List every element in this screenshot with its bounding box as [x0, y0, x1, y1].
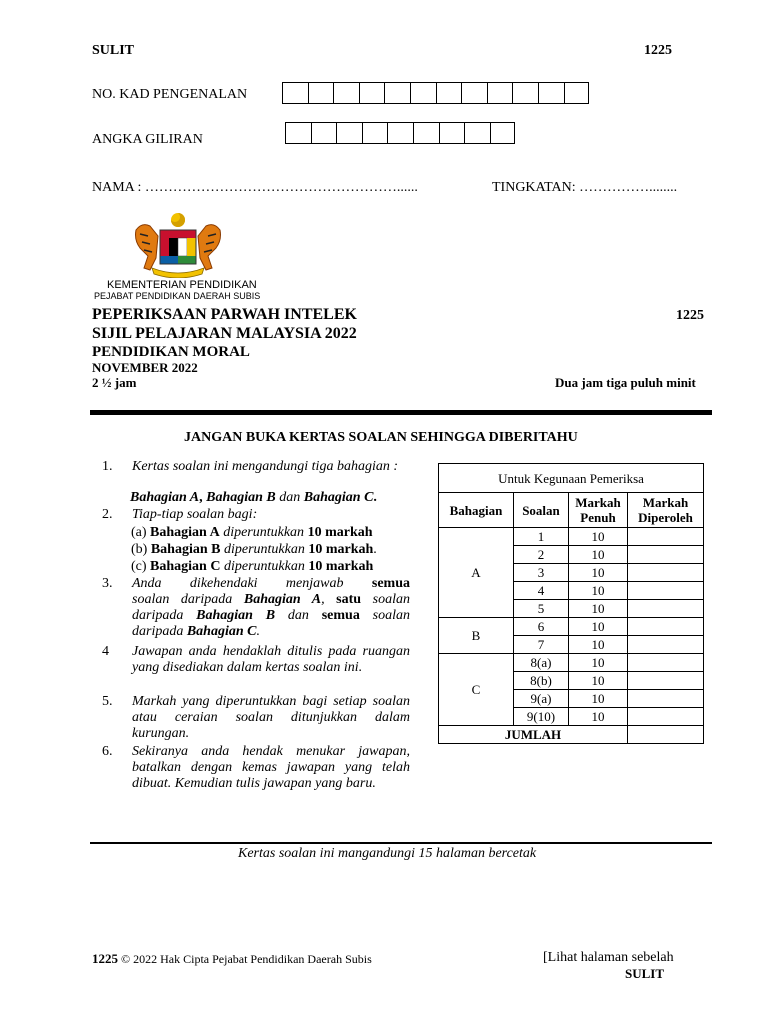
coat-of-arms-icon — [130, 212, 226, 278]
giliran-digit-box[interactable] — [490, 122, 516, 144]
ic-digit-box[interactable] — [282, 82, 308, 104]
exam-month: NOVEMBER 2022 — [92, 360, 198, 375]
instruction-4: Jawapan anda hendaklah ditulis pada ruangan yang disediakan dalam kertas soalan ini. — [132, 644, 410, 675]
question-number: 9(a) — [514, 690, 569, 708]
crest-shield — [160, 230, 196, 264]
table-row — [439, 618, 704, 636]
ic-digit-box[interactable] — [487, 82, 513, 104]
marks-obtained-cell[interactable] — [628, 672, 704, 690]
question-number: 3 — [514, 564, 569, 582]
giliran-number-boxes[interactable] — [285, 122, 515, 144]
question-number: 8(a) — [514, 654, 569, 672]
instruction-2: Tiap-tiap soalan bagi: — [132, 507, 258, 522]
crest-star — [171, 213, 185, 227]
exam-code: 1225 — [676, 308, 704, 323]
full-marks: 10 — [569, 636, 628, 654]
question-number: 8(b) — [514, 672, 569, 690]
ic-digit-box[interactable] — [564, 82, 590, 104]
full-marks: 10 — [569, 654, 628, 672]
table-caption: Untuk Kegunaan Pemeriksa — [439, 464, 704, 493]
giliran-digit-box[interactable] — [362, 122, 388, 144]
marks-obtained-cell[interactable] — [628, 546, 704, 564]
giliran-digit-box[interactable] — [413, 122, 439, 144]
full-marks: 10 — [569, 708, 628, 726]
ic-digit-box[interactable] — [333, 82, 359, 104]
question-number: 9(10) — [514, 708, 569, 726]
ic-digit-box[interactable] — [538, 82, 564, 104]
nama-field[interactable]: NAMA : ………………………………………………...... — [92, 180, 418, 195]
ic-digit-box[interactable] — [308, 82, 334, 104]
ic-label: NO. KAD PENGENALAN — [92, 87, 248, 102]
pages-note: Kertas soalan ini mangandungi 15 halaman bercetak — [238, 846, 537, 861]
giliran-digit-box[interactable] — [387, 122, 413, 144]
col-header-bahagian: Bahagian — [439, 493, 514, 528]
full-marks: 10 — [569, 528, 628, 546]
exam-duration-words: Dua jam tiga puluh minit — [555, 375, 696, 390]
full-marks: 10 — [569, 600, 628, 618]
instruction-6: Sekiranya anda hendak menukar jawapan, batalkan dengan kemas jawapan yang telah dibuat. Kemudian tulis jawapan yang baru. — [132, 744, 410, 791]
crest-scroll — [152, 268, 204, 278]
thick-divider — [90, 410, 712, 415]
ministry-line2: PEJABAT PENDIDIKAN DAERAH SUBIS — [94, 291, 261, 301]
question-number: 1 — [514, 528, 569, 546]
full-marks: 10 — [569, 690, 628, 708]
marks-obtained-cell[interactable] — [628, 564, 704, 582]
question-number: 4 — [514, 582, 569, 600]
total-label: JUMLAH — [439, 726, 628, 744]
warning-text: JANGAN BUKA KERTAS SOALAN SEHINGGA DIBERITAHU — [184, 430, 578, 445]
exam-certificate: SIJIL PELAJARAN MALAYSIA 2022 — [92, 325, 357, 342]
section-label: A — [439, 528, 514, 618]
exam-duration: 2 ½ jam — [92, 375, 137, 390]
ic-digit-box[interactable] — [384, 82, 410, 104]
full-marks: 10 — [569, 564, 628, 582]
section-label: C — [439, 654, 514, 726]
instruction-1-parts: Bahagian A, Bahagian B dan Bahagian C. — [130, 490, 377, 505]
instruction-3: Anda dikehendaki menjawab semua soalan daripada Bahagian A, satu soalan daripada Bahagian B dan semua soalan daripada Bahagian C. — [132, 576, 411, 639]
full-marks: 10 — [569, 618, 628, 636]
marks-obtained-cell[interactable] — [628, 654, 704, 672]
giliran-digit-box[interactable] — [285, 122, 311, 144]
giliran-digit-box[interactable] — [464, 122, 490, 144]
marks-obtained-cell[interactable] — [628, 618, 704, 636]
giliran-label: ANGKA GILIRAN — [92, 132, 203, 147]
giliran-digit-box[interactable] — [336, 122, 362, 144]
col-header-markah-diperoleh: Markah Diperoleh — [628, 493, 704, 528]
marks-obtained-cell[interactable] — [628, 636, 704, 654]
exam-title: PEPERIKSAAN PARWAH INTELEK — [92, 306, 357, 323]
full-marks: 10 — [569, 546, 628, 564]
marks-obtained-cell[interactable] — [628, 708, 704, 726]
instruction-number: 2. — [102, 507, 113, 522]
tingkatan-field[interactable]: TINGKATAN: ……………........ — [492, 180, 678, 195]
question-number: 6 — [514, 618, 569, 636]
full-marks: 10 — [569, 672, 628, 690]
header-sulit: SULIT — [92, 43, 135, 58]
instruction-2b: (b) Bahagian B diperuntukkan 10 markah. — [131, 542, 377, 557]
header-code: 1225 — [644, 43, 672, 58]
col-header-soalan: Soalan — [514, 493, 569, 528]
ic-digit-box[interactable] — [436, 82, 462, 104]
col-header-markah-penuh: Markah Penuh — [569, 493, 628, 528]
instruction-1: Kertas soalan ini mengandungi tiga bahagian : — [132, 459, 398, 474]
giliran-digit-box[interactable] — [439, 122, 465, 144]
total-marks-cell[interactable] — [628, 726, 704, 744]
instruction-number: 6. — [102, 744, 113, 759]
marks-obtained-cell[interactable] — [628, 690, 704, 708]
footer-copyright: 1225 © 2022 Hak Cipta Pejabat Pendidikan Daerah Subis — [92, 951, 372, 966]
marks-obtained-cell[interactable] — [628, 600, 704, 618]
ic-digit-box[interactable] — [461, 82, 487, 104]
instruction-number: 3. — [102, 576, 113, 591]
marks-obtained-cell[interactable] — [628, 582, 704, 600]
ic-digit-box[interactable] — [410, 82, 436, 104]
ic-digit-box[interactable] — [512, 82, 538, 104]
examiner-marks-table — [438, 463, 704, 744]
footer-next-page: [Lihat halaman sebelah — [543, 950, 674, 965]
full-marks: 10 — [569, 582, 628, 600]
table-row — [439, 654, 704, 672]
instruction-2a: (a) Bahagian A diperuntukkan 10 markah — [131, 525, 373, 540]
table-row — [439, 528, 704, 546]
instruction-2c: (c) Bahagian C diperuntukkan 10 markah — [131, 559, 374, 574]
section-label: B — [439, 618, 514, 654]
instruction-number: 4 — [102, 644, 109, 659]
crest-tiger-right — [198, 225, 221, 270]
ic-number-boxes[interactable] — [282, 82, 589, 104]
ministry-line1: KEMENTERIAN PENDIDIKAN — [107, 279, 257, 291]
marks-obtained-cell[interactable] — [628, 528, 704, 546]
total-row — [439, 726, 704, 744]
crest-tiger-left — [136, 225, 159, 270]
exam-subject: PENDIDIKAN MORAL — [92, 344, 250, 360]
giliran-digit-box[interactable] — [311, 122, 337, 144]
question-number: 2 — [514, 546, 569, 564]
question-number: 7 — [514, 636, 569, 654]
instruction-number: 5. — [102, 694, 113, 709]
bottom-divider — [90, 842, 712, 844]
instruction-5: Markah yang diperuntukkan bagi setiap soalan atau ceraian soalan ditunjukkan dalam kurungan. — [132, 694, 410, 741]
question-number: 5 — [514, 600, 569, 618]
ic-digit-box[interactable] — [359, 82, 385, 104]
footer-sulit: SULIT — [625, 966, 665, 981]
instruction-number: 1. — [102, 459, 113, 474]
